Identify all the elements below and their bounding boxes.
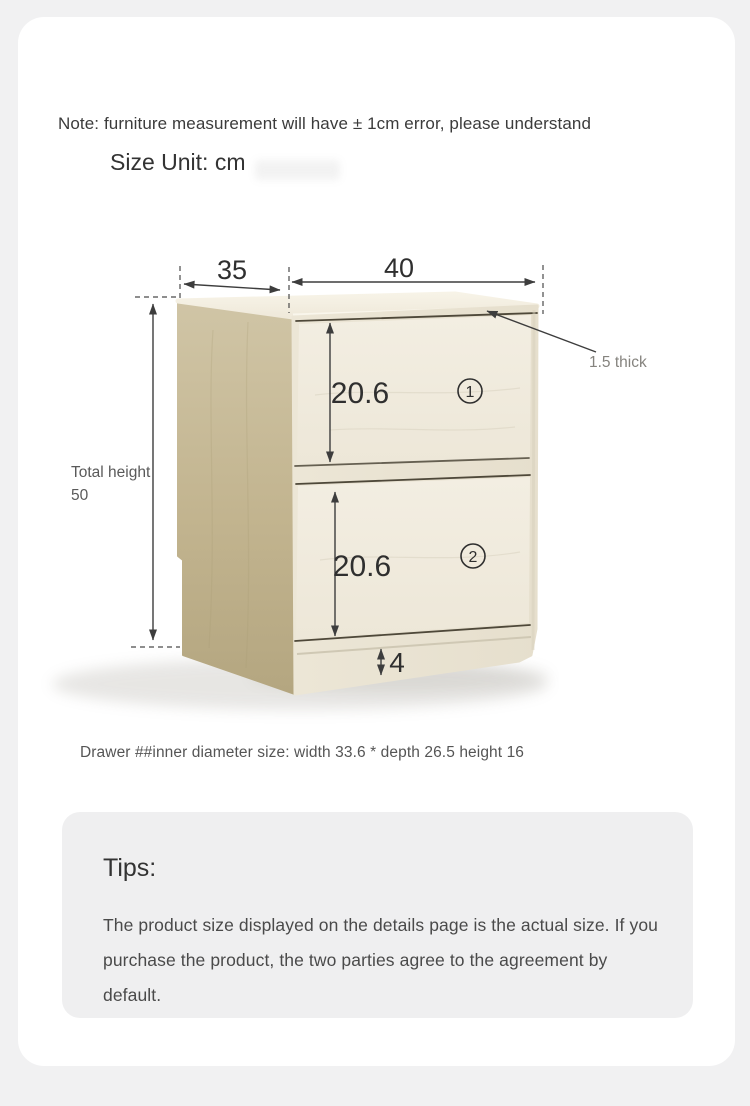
size-unit-heading: Size Unit: cm <box>110 149 246 175</box>
base-height-label: 4 <box>389 647 405 678</box>
drawer-1-height-label: 20.6 <box>330 377 390 410</box>
tips-body <box>103 908 663 1013</box>
tips-title: Tips: <box>103 854 157 882</box>
total-height-caption: Total height <box>71 464 151 481</box>
cabinet-side-panel <box>178 301 295 694</box>
total-height-value: 50 <box>71 487 89 504</box>
width-label: 40 <box>383 253 415 283</box>
tips-panel <box>62 812 693 1018</box>
drawer-2-height-label: 20.6 <box>332 550 392 583</box>
thickness-label: 1.5 thick <box>589 354 647 371</box>
drawer-1-index: 1 <box>465 384 475 401</box>
cabinet-illustration <box>52 294 550 710</box>
depth-label: 35 <box>216 255 248 285</box>
drawer-2-index: 2 <box>468 549 478 566</box>
measurement-note: Note: furniture measurement will have ± 1cm error, please understand <box>58 114 591 133</box>
front-right-edge-shade <box>533 310 534 650</box>
drawer-inner-size-note: Drawer ##inner diameter size: width 33.6 * depth 26.5 height 16 <box>80 744 525 761</box>
tips-line-2: purchase the product, the two parties agree to the agreement by default. <box>103 950 608 1005</box>
tips-line-1: The product size displayed on the details page is the actual size. If you <box>103 915 658 935</box>
